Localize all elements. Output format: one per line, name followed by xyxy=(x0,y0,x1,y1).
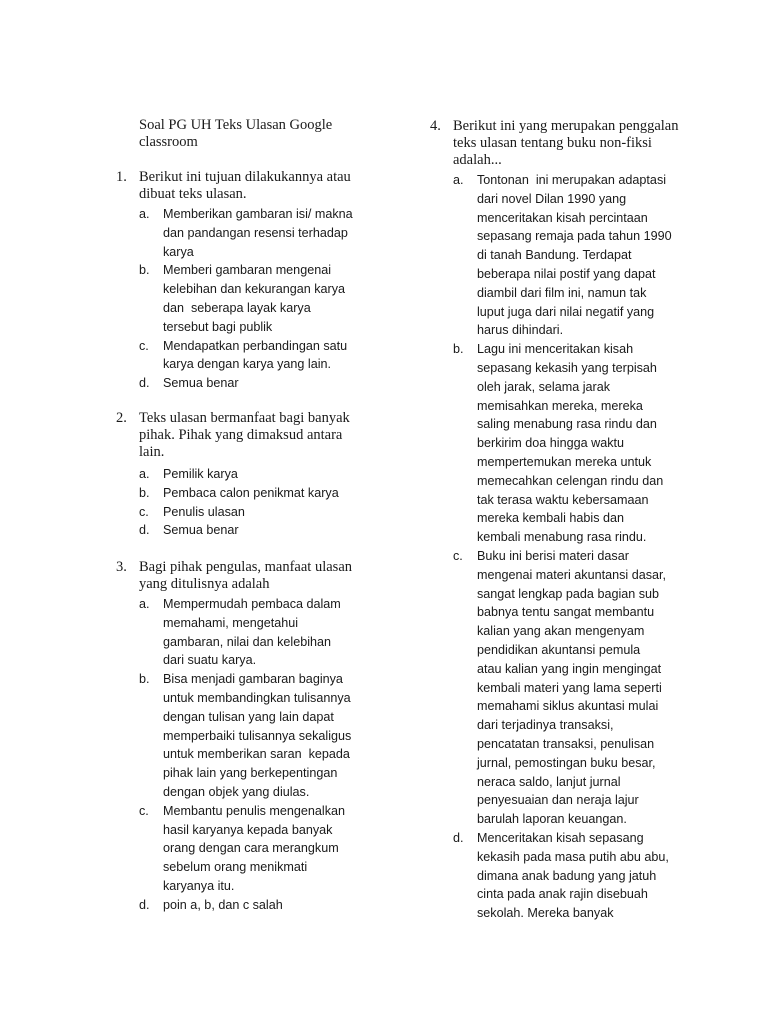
option-text-line: saling menabung rasa rindu dan xyxy=(477,417,657,432)
option-text-line: Memberikan gambaran isi/ makna xyxy=(163,207,353,221)
option-text-line: Tontonan ini merupakan adaptasi xyxy=(477,173,667,187)
option-text xyxy=(163,337,388,375)
question-number: 2. xyxy=(116,410,127,426)
option-text-line: orang dengan cara merangkum xyxy=(163,841,339,856)
question-number: 3. xyxy=(116,559,127,575)
option-text-line: tersebut bagi publik xyxy=(163,319,273,334)
option-text-line: Buku ini berisi materi dasar xyxy=(477,549,629,563)
option-text-line: Menceritakan kisah sepasang xyxy=(477,831,644,845)
option-text-line: dan seberapa layak karya xyxy=(163,300,311,315)
option-text-line: oleh jarak, selama jarak xyxy=(477,379,610,394)
option-text-line: memahami siklus akuntasi mulai xyxy=(477,699,659,714)
option-text-line: hasil karyanya kepada banyak xyxy=(163,822,333,837)
option-text-line: mereka kembali habis dan xyxy=(477,511,625,526)
option-text-line: jurnal, pemostingan buku besar, xyxy=(477,755,656,770)
option-label: a. xyxy=(139,207,150,221)
option-text-line: Mempermudah pembaca dalam xyxy=(163,597,341,611)
option-label: c. xyxy=(453,549,463,563)
option-text-line: dimana anak badung yang jatuh xyxy=(477,868,657,883)
option-text-line: Penulis ulasan xyxy=(163,504,245,519)
question-text-line: yang ditulisnya adalah xyxy=(139,576,270,592)
option-text-line: Lagu ini menceritakan kisah xyxy=(477,342,634,357)
question-text-line: teks ulasan tentang buku non-fiksi xyxy=(453,135,652,151)
question-text xyxy=(453,118,703,169)
option-text-line: memahami, mengetahui xyxy=(163,615,299,630)
question-number: 1. xyxy=(116,169,127,185)
option-text-line: memisahkan mereka, mereka xyxy=(477,398,643,413)
option-label: d. xyxy=(453,831,464,845)
option-text-line: sepasang kekasih yang terpisah xyxy=(477,360,657,375)
option-text-line: karyanya itu. xyxy=(163,878,235,893)
option-text-line: pencatatan transaksi, penulisan xyxy=(477,736,655,751)
option-text-line: Pembaca calon penikmat karya xyxy=(163,485,339,500)
question-text-line: dibuat teks ulasan. xyxy=(139,186,247,202)
option-label: d. xyxy=(139,523,150,538)
option-text-line: sepasang remaja pada tahun 1990 xyxy=(477,229,672,244)
option-text xyxy=(477,547,702,829)
option-text-line: dengan objek yang diulas. xyxy=(163,784,310,799)
option-text-line: dari terjadinya transaksi, xyxy=(477,718,614,733)
question-text xyxy=(139,410,389,461)
option-text-line: babnya tentu sangat membantu xyxy=(477,605,655,620)
option-text-line: harus dihindari. xyxy=(477,323,564,338)
option-text-line: Semua benar xyxy=(163,376,239,391)
option-text xyxy=(163,261,388,336)
option-label: b. xyxy=(139,485,150,500)
option-text-line: pihak lain yang berkepentingan xyxy=(163,766,338,781)
option-text xyxy=(163,896,388,915)
option-text xyxy=(477,171,702,340)
option-text-line: pendidikan akuntansi pemula xyxy=(477,642,641,657)
option-text-line: poin a, b, dan c salah xyxy=(163,897,283,912)
option-text xyxy=(163,484,388,503)
option-text xyxy=(477,829,702,923)
option-text xyxy=(163,595,388,670)
option-label: d. xyxy=(139,897,150,912)
question-text xyxy=(139,169,389,203)
option-label: a. xyxy=(453,173,464,187)
option-text-line: neraca saldo, lanjut jurnal xyxy=(477,774,621,789)
option-text-line: mempertemukan mereka untuk xyxy=(477,454,652,469)
option-text-line: dengan tulisan yang lain dapat xyxy=(163,709,334,724)
option-text-line: kembali materi yang lama seperti xyxy=(477,680,662,695)
question-text-line: lain. xyxy=(139,444,165,460)
option-label: d. xyxy=(139,376,150,391)
question-text-line: Bagi pihak pengulas, manfaat ulasan xyxy=(139,559,353,575)
option-text-line: kelebihan dan kekurangan karya xyxy=(163,282,346,297)
question-text-line: adalah... xyxy=(453,152,502,168)
option-text-line: gambaran, nilai dan kelebihan xyxy=(163,634,332,649)
option-text xyxy=(163,374,388,393)
option-label: a. xyxy=(139,467,150,481)
option-text-line: Mendapatkan perbandingan satu xyxy=(163,338,348,353)
option-label: c. xyxy=(139,504,149,519)
option-text xyxy=(163,670,388,802)
option-text-line: atau kalian yang ingin mengingat xyxy=(477,661,662,676)
option-text-line: dari suatu karya. xyxy=(163,653,257,668)
option-text-line: sebelum orang menikmati xyxy=(163,860,308,875)
option-text-line: mengenai materi akuntansi dasar, xyxy=(477,567,667,582)
question-text xyxy=(139,559,389,593)
document-title xyxy=(139,117,369,151)
option-text-line: dari novel Dilan 1990 yang xyxy=(477,191,627,206)
option-label: c. xyxy=(139,803,149,818)
option-text-line: beberapa nilai postif yang dapat xyxy=(477,266,656,281)
question-text-line: Teks ulasan bermanfaat bagi banyak xyxy=(139,410,350,426)
option-text-line: cinta pada anak rajin disebuah xyxy=(477,887,648,902)
option-text-line: tak terasa waktu kebersamaan xyxy=(477,492,649,507)
option-text-line: karya xyxy=(163,244,194,259)
option-text-line: sekolah. Mereka banyak xyxy=(477,906,614,921)
question-text-line: Berikut ini tujuan dilakukannya atau xyxy=(139,169,351,185)
option-text-line: barulah laporan keuangan. xyxy=(477,812,627,827)
option-text-line: untuk memberikan saran kepada xyxy=(163,747,350,762)
option-text xyxy=(163,802,388,896)
option-text xyxy=(163,205,388,261)
option-text-line: kekasih pada masa putih abu abu, xyxy=(477,849,669,864)
option-text-line: kalian yang akan mengenyam xyxy=(477,624,645,639)
option-text-line: karya dengan karya yang lain. xyxy=(163,357,332,372)
option-text-line: berkirim doa hingga waktu xyxy=(477,436,625,451)
option-text xyxy=(163,465,388,484)
option-text-line: Bisa menjadi gambaran baginya xyxy=(163,672,343,687)
option-text xyxy=(163,503,388,522)
option-text xyxy=(163,521,388,540)
option-label: b. xyxy=(453,342,464,357)
question-text-line: pihak. Pihak yang dimaksud antara xyxy=(139,427,343,443)
option-text-line: di tanah Bandung. Terdapat xyxy=(477,248,632,263)
option-label: c. xyxy=(139,338,149,353)
option-text-line: penyesuaian dan neraja lajur xyxy=(477,793,639,808)
option-text-line: Membantu penulis mengenalkan xyxy=(163,803,346,818)
option-text-line: Memberi gambaran mengenai xyxy=(163,263,332,278)
question-text-line: Berikut ini yang merupakan penggalan xyxy=(453,118,679,134)
option-text-line: diambil dari film ini, namun tak xyxy=(477,285,647,300)
option-text-line: untuk membandingkan tulisannya xyxy=(163,690,351,705)
option-text-line: menceritakan kisah percintaan xyxy=(477,210,648,225)
option-text-line: Pemilik karya xyxy=(163,467,238,481)
title-line: Soal PG UH Teks Ulasan Google xyxy=(139,117,333,133)
option-text-line: kembali menabung rasa rindu. xyxy=(477,530,647,545)
option-text-line: sangat lengkap pada bagian sub xyxy=(477,586,660,601)
title-line: classroom xyxy=(139,134,198,150)
option-label: a. xyxy=(139,597,150,611)
option-text-line: memecahkan celengan rindu dan xyxy=(477,473,664,488)
option-label: b. xyxy=(139,672,150,687)
option-label: b. xyxy=(139,263,150,278)
option-text-line: luput juga dari nilai negatif yang xyxy=(477,304,655,319)
option-text-line: Semua benar xyxy=(163,523,239,538)
option-text-line: dan pandangan resensi terhadap xyxy=(163,225,348,240)
option-text xyxy=(477,340,702,547)
option-text-line: memperbaiki tulisannya sekaligus xyxy=(163,728,352,743)
question-number: 4. xyxy=(430,118,441,134)
